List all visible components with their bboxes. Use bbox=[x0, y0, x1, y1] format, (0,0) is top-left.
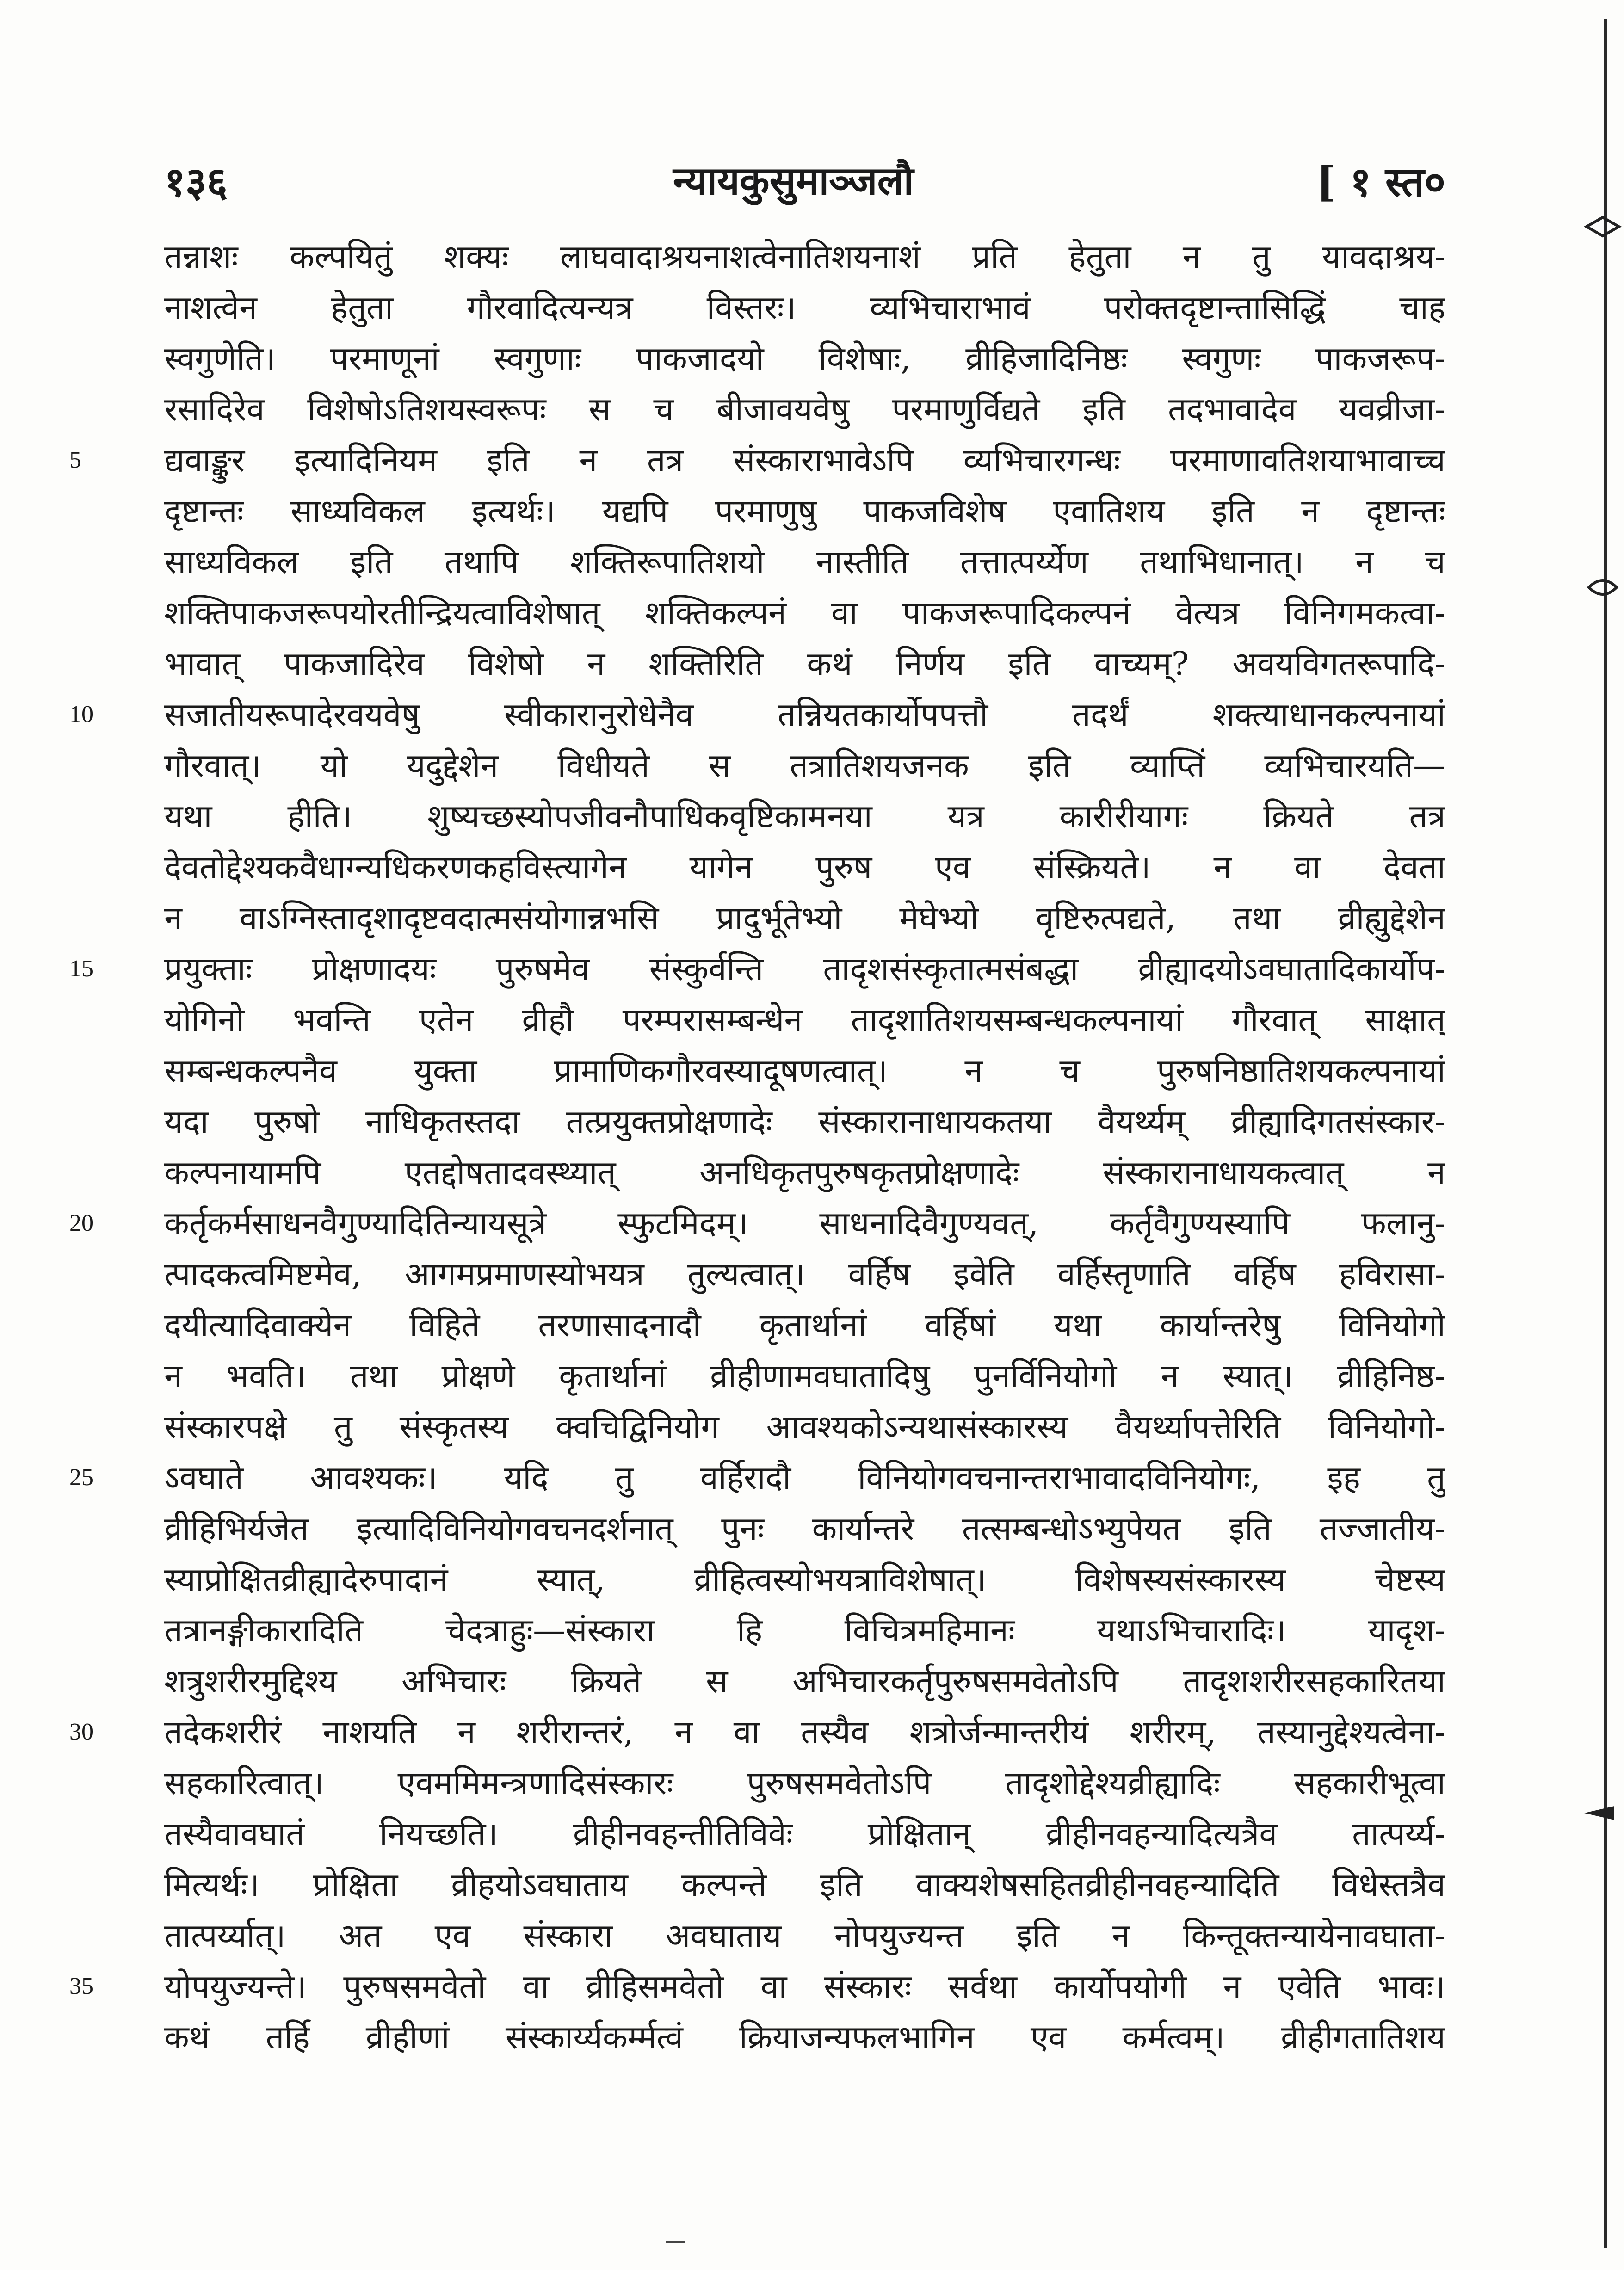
text-line: तदेकशरीरं नाशयति न शरीरान्तरं, न वा तस्यैव शत्रोर्जन्मान्तरीयं शरीरम्, तस्यानुद्देश्यत्वेना- bbox=[164, 1713, 1445, 1751]
text-line: दृष्टान्तः साध्यविकल इत्यर्थः। यद्यपि परमाणुषु पाकजविशेष एवातिशय इति न दृष्टान्तः bbox=[164, 492, 1445, 530]
text-line: भावात् पाकजादिरेव विशेषो न शक्तिरिति कथं निर्णय इति वाच्यम्? अवयविगतरूपादि- bbox=[164, 645, 1445, 683]
section-marker: [ १ स्त० bbox=[1316, 158, 1445, 206]
text-line: स्याप्रोक्षितव्रीह्यादेरुपादानं स्यात्, व्रीहित्वस्योभयत्राविशेषात्। विशेषस्यसंस्कारस्य चेष्टस्य bbox=[164, 1561, 1445, 1598]
margin-mark-icon bbox=[1582, 213, 1624, 241]
text-line: कल्पनायामपि एतद्दोषतादवस्थ्यात् अनधिकृतपुरुषकृतप्रोक्षणादेः संस्कारानाधायकत्वात् न bbox=[164, 1154, 1445, 1191]
running-title: न्यायकुसुमाञ्जलौ bbox=[673, 158, 914, 204]
text-line: कर्तृकर्मसाधनवैगुण्यादितिन्यायसूत्रे स्फुटमिदम्। साधनादिवैगुण्यवत्, कर्तृवैगुण्यस्यापि फलानु- bbox=[164, 1204, 1445, 1242]
text-line: यथा हीति। शुष्यच्छस्योपजीवनौपाधिकवृष्टिकामनया यत्र कारीरीयागः क्रियते तत्र bbox=[164, 797, 1445, 835]
text-line: संस्कारपक्षे तु संस्कृतस्य क्वचिद्विनियोग आवश्यकोऽन्यथासंस्कारस्य वैयर्थ्यापत्तेरिति विनियोगो- bbox=[164, 1408, 1445, 1446]
text-line: योपयुज्यन्ते। पुरुषसमवेतो वा व्रीहिसमवेतो वा संस्कारः सर्वथा कार्योपयोगी न एवेति भावः। bbox=[164, 1968, 1445, 2005]
line-number: 30 bbox=[69, 1719, 93, 1745]
margin-mark-icon bbox=[1582, 574, 1624, 601]
text-line: कथं तर्हि व्रीहीणां संस्कार्य्यकर्म्मत्वं क्रियाजन्यफलभागिन एव कर्मत्वम्। व्रीहीगतातिशय bbox=[164, 2018, 1445, 2056]
text-line: तस्यैवावघातं नियच्छति। व्रीहीनवहन्तीतिविवेः प्रोक्षितान् व्रीहीनवहन्यादित्यत्रैव तात्पर्य्य- bbox=[164, 1815, 1445, 1853]
text-line: सहकारित्वात्। एवममिमन्त्रणादिसंस्कारः पुरुषसमवेतोऽपि तादृशोद्देश्यव्रीह्यादिः सहकारीभूत्वा bbox=[164, 1764, 1445, 1802]
line-number: 15 bbox=[69, 956, 93, 982]
text-line: नाशत्वेन हेतुता गौरवादित्यन्यत्र विस्तरः। व्यभिचाराभावं परोक्तदृष्टान्तासिद्धिं चाह bbox=[164, 289, 1445, 327]
text-line: दयीत्यादिवाक्येन विहिते तरणासादनादौ कृतार्थानां वर्हिषां यथा कार्यान्तरेषु विनियोगो bbox=[164, 1306, 1445, 1344]
text-line: स्वगुणेति। परमाणूनां स्वगुणाः पाकजादयो विशेषाः, व्रीहिजादिनिष्ठः स्वगुणः पाकजरूप- bbox=[164, 339, 1445, 377]
text-line: सम्बन्धकल्पनैव युक्ता प्रामाणिकगौरवस्यादूषणत्वात्। न च पुरुषनिष्ठातिशयकल्पनायां bbox=[164, 1052, 1445, 1090]
margin-mark-icon bbox=[1582, 1799, 1624, 1827]
text-line: तात्पर्य्यात्। अत एव संस्कारा अवघाताय नोपयुज्यन्त इति न किन्तूक्तन्यायेनावघाता- bbox=[164, 1917, 1445, 1955]
line-number: 35 bbox=[69, 1973, 93, 1999]
text-line: तत्रानङ्गीकारादिति चेदत्राहुः—संस्कारा हि विचित्रमहिमानः यथाऽभिचारादिः। यादृश- bbox=[164, 1611, 1445, 1649]
text-line: सजातीयरूपादेरवयवेषु स्वीकारानुरोधेनैव तन्नियतकार्योपपत्तौ तदर्थं शक्त्याधानकल्पनायां bbox=[164, 696, 1445, 734]
text-line: मित्यर्थः। प्रोक्षिता व्रीहयोऽवघाताय कल्पन्ते इति वाक्यशेषसहितव्रीहीनवहन्यादिति विधेस्तत्रैव bbox=[164, 1866, 1445, 1904]
text-line: व्रीहिभिर्यजेत इत्यादिविनियोगवचनदर्शनात् पुनः कार्यान्तरे तत्सम्बन्धोऽभ्युपेयत इति तज्जातीय- bbox=[164, 1510, 1445, 1548]
text-line: शक्तिपाकजरूपयोरतीन्द्रियत्वाविशेषात् शक्तिकल्पनं वा पाकजरूपादिकल्पनं वेत्यत्र विनिगमकत्वा- bbox=[164, 594, 1445, 632]
text-line: ऽवघाते आवश्यकः। यदि तु वर्हिरादौ विनियोगवचनान्तराभावादविनियोगः, इह तु bbox=[164, 1459, 1445, 1497]
text-line: त्पादकत्वमिष्टमेव, आगमप्रमाणस्योभयत्र तुल्यत्वात्। वर्हिष इवेति वर्हिस्तृणाति वर्हिष हविरासा- bbox=[164, 1255, 1445, 1293]
text-line: द्यवाङ्कुर इत्यादिनियम इति न तत्र संस्काराभावेऽपि व्यभिचारगन्धः परमाणावतिशयाभावाच्च bbox=[164, 441, 1445, 479]
text-line: प्रयुक्ताः प्रोक्षणादयः पुरुषमेव संस्कुर्वन्ति तादृशसंस्कृतात्मसंबद्धा व्रीह्यादयोऽवघातादिकार्योप- bbox=[164, 950, 1445, 988]
text-line: देवतोद्देश्यकवैधाग्न्यधिकरणकहविस्त्यागेन यागेन पुरुष एव संस्क्रियते। न वा देवता bbox=[164, 848, 1445, 886]
text-line: रसादिरेव विशेषोऽतिशयस्वरूपः स च बीजावयवेषु परमाणुर्विद्यते इति तदभावादेव यवव्रीजा- bbox=[164, 390, 1445, 428]
text-line: शत्रुशरीरमुद्दिश्य अभिचारः क्रियते स अभिचारकर्तृपुरुषसमवेतोऽपि तादृशशरीरसहकारितया bbox=[164, 1662, 1445, 1700]
line-number: 25 bbox=[69, 1464, 93, 1491]
line-number: 20 bbox=[69, 1210, 93, 1236]
text-line: तन्नाशः कल्पयितुं शक्यः लाघवादाश्रयनाशत्वेनातिशयनाशं प्रति हेतुता न तु यावदाश्रय- bbox=[164, 238, 1445, 276]
binding-edge-rule bbox=[1604, 19, 1607, 2248]
line-number: 10 bbox=[69, 701, 93, 728]
text-line: योगिनो भवन्ति एतेन व्रीहौ परम्परासम्बन्धेन तादृशातिशयसम्बन्धकल्पनायां गौरवात् साक्षात् bbox=[164, 1001, 1445, 1039]
footer-mark bbox=[666, 2241, 685, 2243]
text-line: साध्यविकल इति तथापि शक्तिरूपातिशयो नास्तीति तत्तात्पर्य्येण तथाभिधानात्। न च bbox=[164, 543, 1445, 581]
text-line: न वाऽग्निस्तादृशादृष्टवदात्मसंयोगान्नभसि प्रादुर्भूतेभ्यो मेघेभ्यो वृष्टिरुत्पद्यते, तथा व्रीह्युद्देशेन bbox=[164, 899, 1445, 937]
text-line: यदा पुरुषो नाधिकृतस्तदा तत्प्रयुक्तप्रोक्षणादेः संस्कारानाधायकतया वैयर्थ्यम् व्रीह्यादिगतसंस्कार- bbox=[164, 1103, 1445, 1141]
text-line: न भवति। तथा प्रोक्षणे कृतार्थानां व्रीहीणामवघातादिषु पुनर्विनियोगो न स्यात्। व्रीहिनिष्ठ- bbox=[164, 1357, 1445, 1395]
line-number: 5 bbox=[69, 447, 81, 473]
running-header bbox=[164, 153, 1445, 208]
page-number: १३६ bbox=[164, 158, 228, 206]
text-line: गौरवात्। यो यदुद्देशेन विधीयते स तत्रातिशयजनक इति व्याप्तिं व्यभिचारयति— bbox=[164, 746, 1445, 784]
